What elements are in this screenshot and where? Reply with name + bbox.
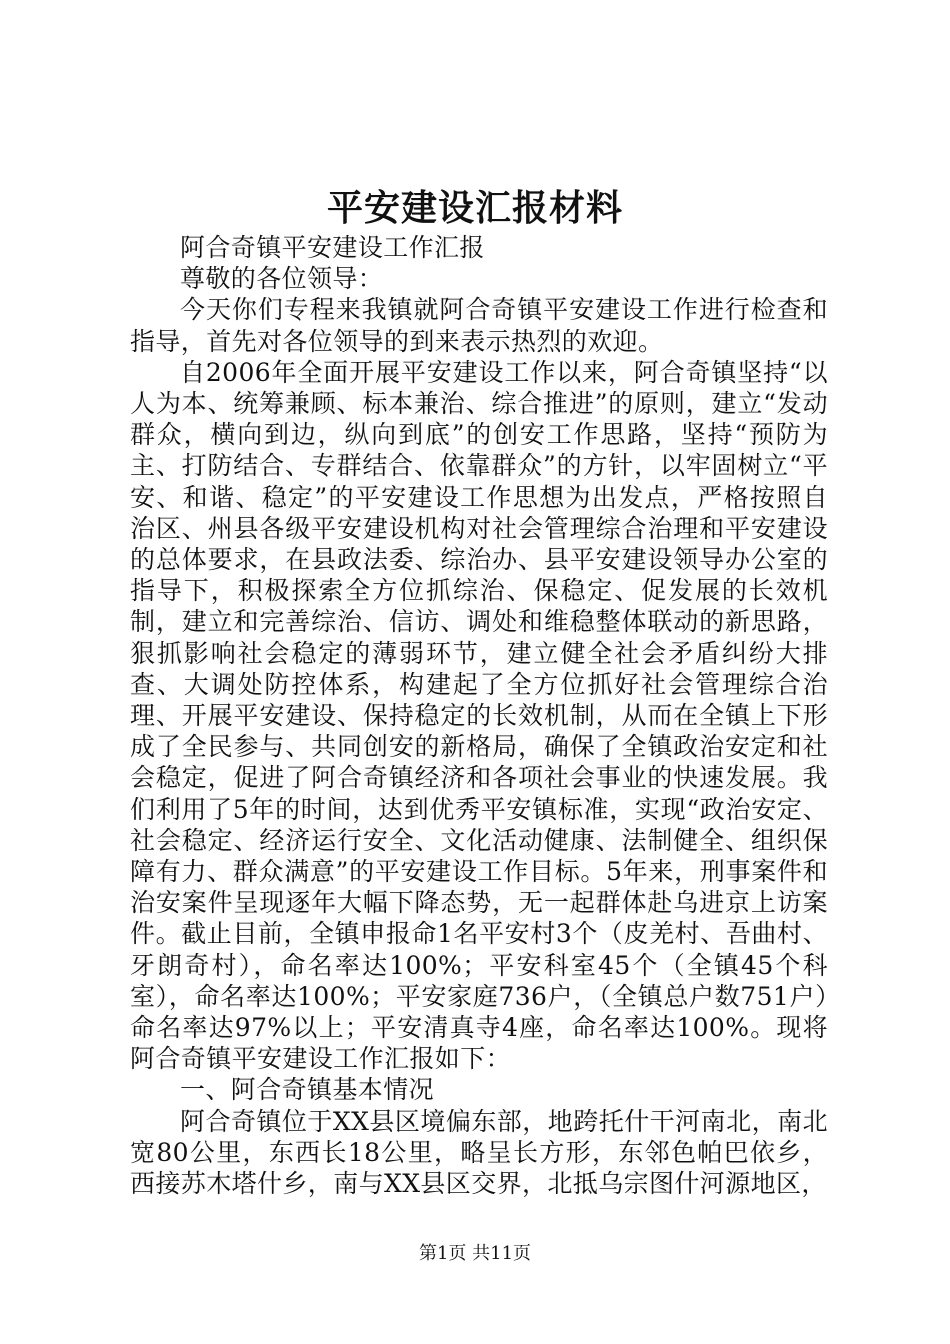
subtitle-paragraph: 阿合奇镇平安建设工作汇报 <box>180 233 485 262</box>
document-body <box>130 232 828 1199</box>
welcome-paragraph: 今天你们专程来我镇就阿合奇镇平安建设工作进行检查和指导，首先对各位领导的到来表示热烈的欢迎。 <box>130 295 828 356</box>
section-heading: 一、阿合奇镇基本情况 <box>180 1075 435 1105</box>
overview-paragraph: 自2006年全面开展平安建设工作以来，阿合奇镇坚持“以人为本、统筹兼顾、标本兼治、综合推进”的原则，建立“发动群众，横向到边，纵向到底”的创安工作思路，坚持“预防为主、打防结合、专群结合、依靠群众”的方针，以牢固树立“平安、和谐、稳定”的平安建设工作思想为出发点，严格按照自治区、州县各级平安建设机构对社会管理综合治理和平安建设的总体要求，在县政法委、综治办、县平安建设领导办公室的指导下，积极探索全方位抓综治、保稳定、促发展的长效机制，建立和完善综治、信访、调处和维稳整体联动的新思路，狠抓影响社会稳定的薄弱环节，建立健全社会矛盾纠纷大排查、大调处防控体系，构建起了全方位抓好社会管理综合治理、开展平安建设、保持稳定的长效机制，从而在全镇上下形成了全民参与、共同创安的新格局，确保了全镇政治安定和社会稳定，促进了阿合奇镇经济和各项社会事业的快速发展。我们利用了5年的时间，达到优秀平安镇标准，实现“政治安定、社会稳定、经济运行安全、文化活动健康、法制健全、组织保障有力、群众满意”的平安建设工作目标。5年来，刑事案件和治安案件呈现逐年大幅下降态势，无一起群体赴乌进京上访案件。截止目前，全镇申报命1名平安村3个（皮羌村、吾曲村、牙朗奇村），命名率达100%；平安科室45个（全镇45个科室），命名率达100%；平安家庭736户，（全镇总户数751户）命名率达97%以上；平安清真寺4座，命名率达100%。现将阿合奇镇平安建设工作汇报如下： <box>130 357 828 1074</box>
page-number-footer: 第1页 共11页 <box>418 1243 532 1264</box>
document-title: 平安建设汇报材料 <box>326 187 623 229</box>
basic-info-paragraph: 阿合奇镇位于XX县区境偏东部，地跨托什干河南北，南北宽80公里，东西长18公里，略呈长方形，东邻色帕巴依乡，西接苏木塔什乡，南与XX县区交界，北抵乌宗图什河源地区， <box>130 1106 828 1199</box>
salutation-paragraph: 尊敬的各位领导： <box>180 264 384 294</box>
